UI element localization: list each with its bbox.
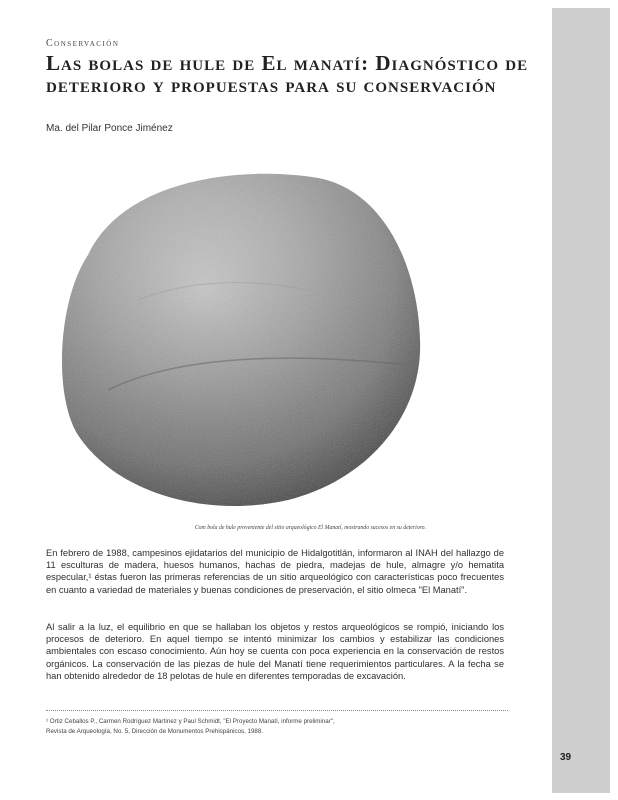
page-number: 39 <box>560 752 572 763</box>
body-paragraph-2: Al salir a la luz, el equilibrio en que se hallaban los objetos y restos arqueológicos se rompió, iniciando los procesos de deterioro. En aquel tiempo se intentó minimizar los cambios y estabilizar las condiciones ambientales con escaso conocimiento. Aún hoy se cuenta con poca experiencia en la conservación de restos orgánicos. La conservación de las piezas de hule del Manatí tiene requerimientos particulares. A la fecha se han obtenido alrededor de 18 pelotas de hule en diferentes temporadas de excavación. <box>46 622 504 681</box>
body-paragraph-1: En febrero de 1988, campesinos ejidatarios del municipio de Hidalgotitlán, informaron al INAH del hallazgo de 11 esculturas de madera, huesos humanos, hachas de piedra, madejas de hule, almagre y/o hematita especular,¹ éstas fueron las primeras referencias de un sitio arqueológico con características poco frecuentes en cuanto a variedad de materiales y buenas condiciones de preservación, el sitio olmeca "El Manatí". <box>46 548 504 595</box>
footnote-line-1: ¹ Ortiz Ceballos P., Carmen Rodríguez Martínez y Paul Schmidt, "El Proyecto Manatí, informe preliminar", <box>46 718 335 725</box>
figure-caption: Com bola de hule proveniente del sitio arqueológico El Manatí, mostrando sucesos en su deterioro. <box>194 525 426 531</box>
rubber-ball-photo <box>48 160 428 520</box>
footnote-divider <box>46 710 508 711</box>
article-title: Las bolas de hule de El manatí: Diagnóstico de deterioro y propuestas para su conservación <box>46 51 529 97</box>
footnote-line-2: Revista de Arqueología, No. 5, Dirección de Monumentos Prehispánicos, 1988. <box>46 727 264 735</box>
page-side-band <box>552 8 610 793</box>
author-name: Ma. del Pilar Ponce Jiménez <box>46 123 173 134</box>
section-label: Conservación <box>46 38 120 49</box>
footnote <box>46 717 516 736</box>
